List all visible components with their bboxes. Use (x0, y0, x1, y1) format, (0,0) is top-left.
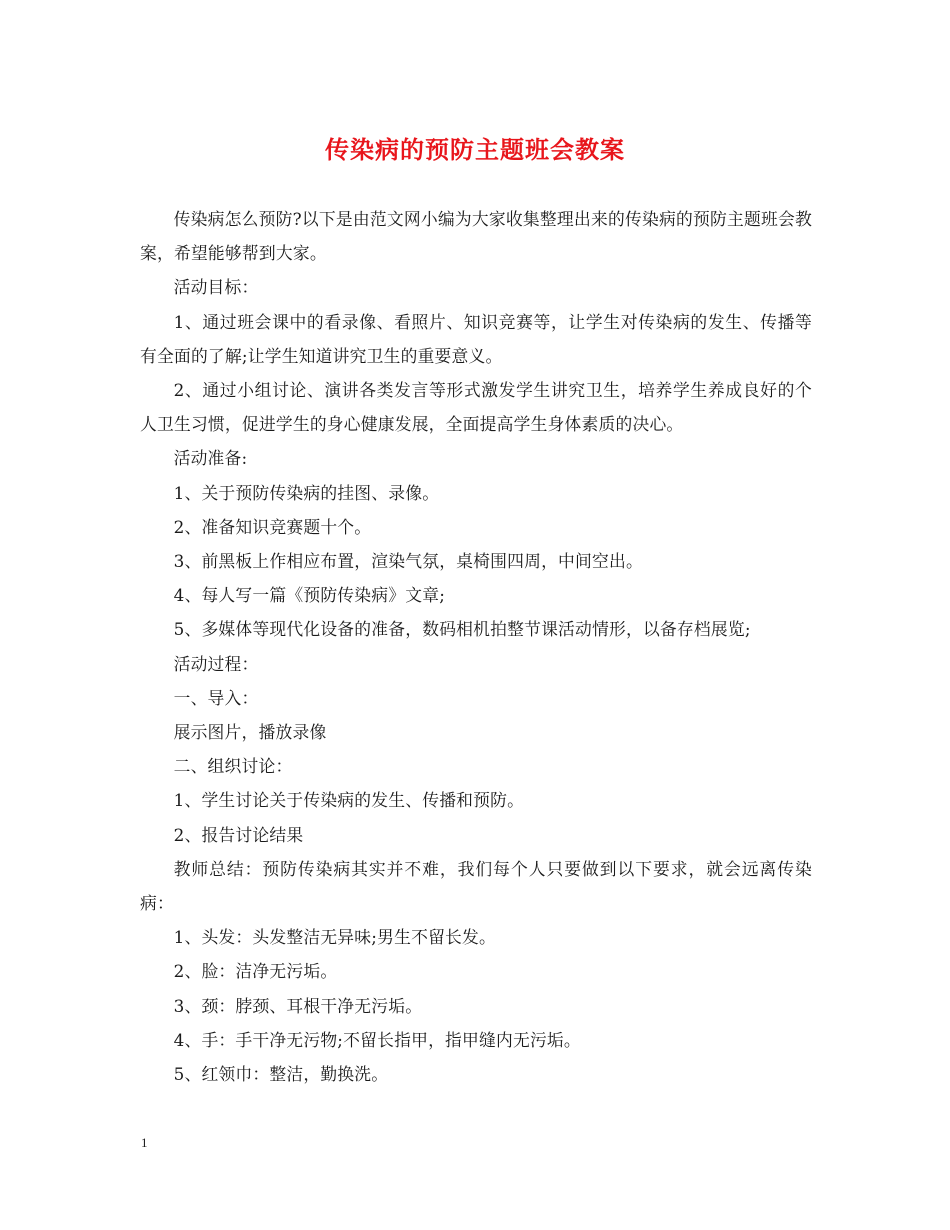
subsection-heading: 一、导入： (173, 687, 259, 708)
section-heading-process: 活动过程： (173, 653, 259, 674)
list-item: 4、手：手干净无污物;不留长指甲，指甲缝内无污垢。 (173, 1029, 581, 1050)
list-item: 1、头发：头发整洁无异味;男生不留长发。 (173, 927, 496, 948)
paragraph: 2、通过小组讨论、演讲各类发言等形式激发学生讲究卫生，培养学生养成良好的个人卫生习惯，促进学生的身心健康发展，全面提高学生身体素质的决心。 (140, 380, 812, 435)
document-title: 传染病的预防主题班会教案 (325, 136, 625, 164)
paragraph: 展示图片，播放录像 (173, 722, 327, 743)
list-item: 1、学生讨论关于传染病的发生、传播和预防。 (173, 790, 525, 811)
subsection-heading: 二、组织讨论： (173, 756, 293, 777)
document-body (140, 202, 812, 1091)
paragraph: 1、通过班会课中的看录像、看照片、知识竞赛等，让学生对传染病的发生、传播等有全面的了解;让学生知道讲究卫生的重要意义。 (140, 311, 812, 366)
paragraph: 传染病怎么预防?以下是由范文网小编为大家收集整理出来的传染病的预防主题班会教案，希望能够帮到大家。 (140, 209, 812, 264)
list-item: 5、红领巾：整洁，勤换洗。 (173, 1064, 389, 1085)
paragraph: 教师总结：预防传染病其实并不难，我们每个人只要做到以下要求，就会远离传染病： (140, 858, 812, 914)
section-heading-preparation: 活动准备: (173, 448, 248, 469)
list-item: 3、颈：脖颈、耳根干净无污垢。 (173, 995, 423, 1016)
list-item: 1、关于预防传染病的挂图、录像。 (173, 482, 440, 503)
list-item: 3、前黑板上作相应布置，渲染气氛，桌椅围四周，中间空出。 (173, 551, 643, 572)
section-heading-goals: 活动目标： (173, 277, 259, 298)
list-item: 5、多媒体等现代化设备的准备，数码相机拍整节课活动情形，以备存档展览; (173, 619, 751, 640)
list-item: 4、每人写一篇《预防传染病》文章; (173, 585, 446, 606)
list-item: 2、准备知识竞赛题十个。 (173, 516, 372, 537)
page-number: 1 (141, 1135, 148, 1150)
list-item: 2、报告讨论结果 (173, 824, 304, 845)
list-item: 2、脸：洁净无污垢。 (173, 961, 338, 982)
